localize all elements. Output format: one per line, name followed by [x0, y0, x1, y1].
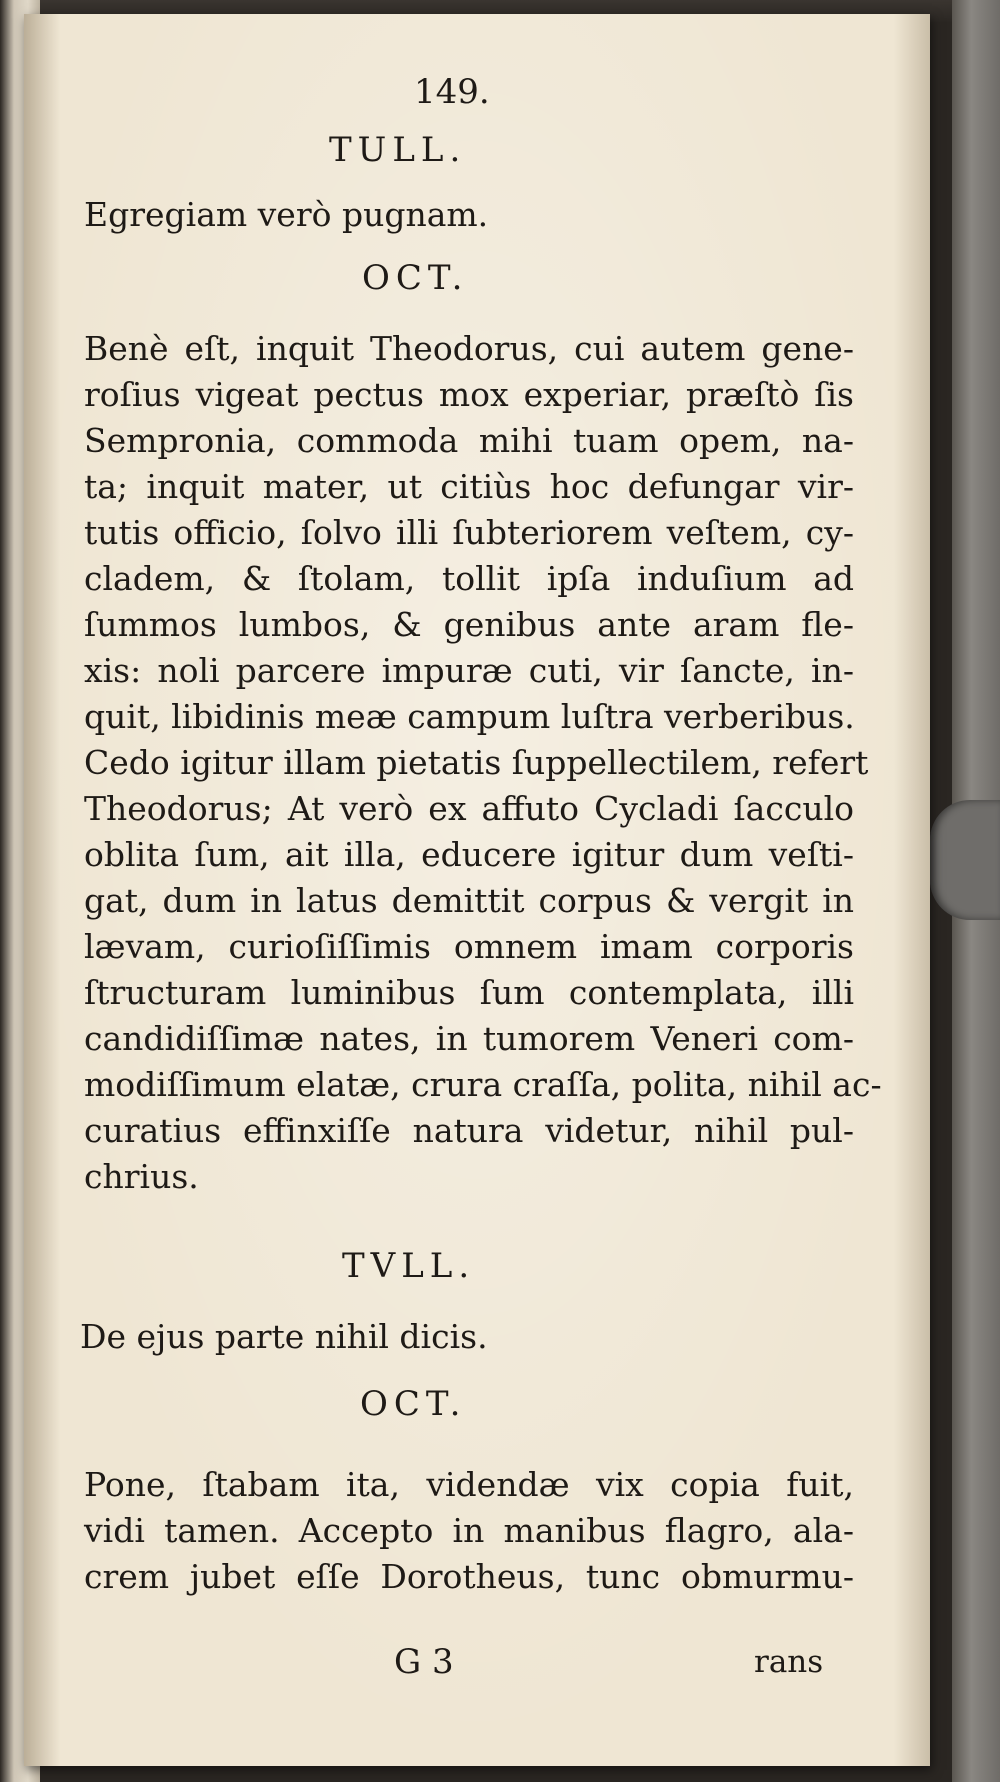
text-line: curatius effinxiſſe natura videtur, nihil pul- — [84, 1111, 854, 1150]
text-line: quit, libidinis meæ campum luſtra verberibus. — [84, 697, 855, 736]
page-number: 149. — [414, 72, 490, 112]
catchword: rans — [754, 1644, 824, 1680]
speaker-heading-tull: TULL. — [329, 130, 467, 170]
text-line: Sempronia, commoda mihi tuam opem, na- — [84, 421, 854, 460]
text-line: candidiſſimæ nates, in tumorem Veneri com- — [84, 1019, 854, 1058]
text-line: roſius vigeat pectus mox experiar, præſtò ſis — [84, 375, 854, 414]
text-line: Egregiam verò pugnam. — [84, 195, 489, 234]
speaker-heading-oct: OCT. — [360, 1384, 467, 1424]
text-line: ſtructuram luminibus ſum contemplata, illi — [84, 973, 854, 1012]
text-line: oblita ſum, ait illa, educere igitur dum veſti- — [84, 835, 854, 874]
text-line: crem jubet eſſe Dorotheus, tunc obmurmu- — [84, 1557, 854, 1596]
text-line: De ejus parte nihil dicis. — [80, 1317, 488, 1356]
text-line: Cedo igitur illam pietatis ſuppellectilem, refert — [84, 743, 869, 782]
text-line: Pone, ſtabam ita, videndæ vix copia fuit, — [84, 1465, 854, 1504]
speaker-heading-oct: OCT. — [362, 258, 469, 298]
page-tab-marker — [930, 800, 1000, 920]
text-line: modiſſimum elatæ, crura craſſa, polita, nihil ac- — [84, 1065, 882, 1104]
speaker-heading-tvll: TVLL. — [342, 1246, 476, 1286]
text-line: chrius. — [84, 1157, 199, 1196]
text-line: gat, dum in latus demittit corpus & vergit in — [84, 881, 854, 920]
text-line: ſummos lumbos, & genibus ante aram fle- — [84, 605, 854, 644]
text-line: xis: noli parcere impuræ cuti, vir ſancte, in- — [84, 651, 854, 690]
text-line: tutis officio, ſolvo illi ſubteriorem veſtem, cy- — [84, 513, 854, 552]
text-line: vidi tamen. Accepto in manibus flagro, ala- — [84, 1511, 854, 1550]
text-line: ta; inquit mater, ut citiùs hoc defungar vir- — [84, 467, 854, 506]
text-line: lævam, curioſiſſimis omnem imam corporis — [84, 927, 854, 966]
text-line: cladem, & ſtolam, tollit ipſa induſium ad — [84, 559, 854, 598]
signature-mark: G 3 — [394, 1642, 454, 1682]
text-line: Benè eſt, inquit Theodorus, cui autem gene- — [84, 329, 854, 368]
text-line: Theodorus; At verò ex affuto Cycladi ſacculo — [84, 789, 854, 828]
book-page — [24, 14, 930, 1766]
